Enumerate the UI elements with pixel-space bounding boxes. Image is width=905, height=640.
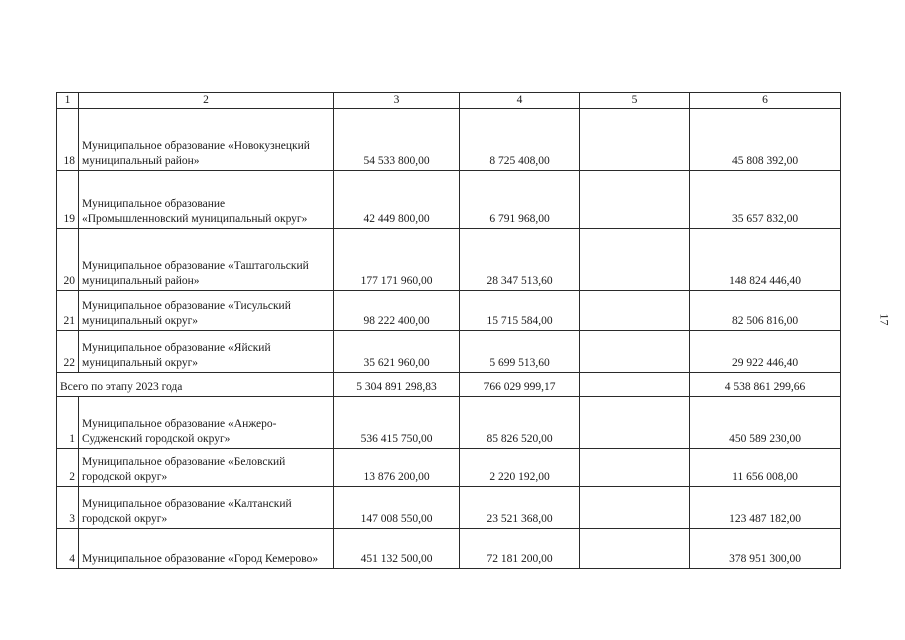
row-number: 21 [57, 291, 79, 331]
column-number-row [57, 93, 841, 109]
table-row [57, 331, 841, 373]
amount-col4: 6 791 968,00 [460, 171, 580, 229]
amount-col3: 35 621 960,00 [334, 331, 460, 373]
amount-col6: 450 589 230,00 [690, 397, 841, 449]
municipality-name: Муниципальное образование «Таштагольский муниципальный район» [79, 229, 334, 291]
amount-col6: 45 808 392,00 [690, 109, 841, 171]
total-col4: 766 029 999,17 [460, 373, 580, 397]
amount-col6: 35 657 832,00 [690, 171, 841, 229]
amount-col6: 82 506 816,00 [690, 291, 841, 331]
amount-col4: 28 347 513,60 [460, 229, 580, 291]
amount-col3: 42 449 800,00 [334, 171, 460, 229]
municipality-name: Муниципальное образование «Калтанский городской округ» [79, 487, 334, 529]
municipality-name: Муниципальное образование «Тисульский муниципальный округ» [79, 291, 334, 331]
table-row [57, 529, 841, 569]
total-col5 [580, 373, 690, 397]
total-col3: 5 304 891 298,83 [334, 373, 460, 397]
amount-col5 [580, 529, 690, 569]
column-number: 3 [334, 93, 460, 109]
amount-col3: 13 876 200,00 [334, 449, 460, 487]
row-number: 4 [57, 529, 79, 569]
table-row [57, 291, 841, 331]
amount-col4: 23 521 368,00 [460, 487, 580, 529]
funding-table [56, 92, 841, 569]
amount-col3: 147 008 550,00 [334, 487, 460, 529]
municipality-name: Муниципальное образование «Яйский муниципальный округ» [79, 331, 334, 373]
amount-col4: 2 220 192,00 [460, 449, 580, 487]
municipality-name: Муниципальное образование «Анжеро-Судженский городской округ» [79, 397, 334, 449]
table-row [57, 397, 841, 449]
amount-col6: 123 487 182,00 [690, 487, 841, 529]
municipality-name: Муниципальное образование «Город Кемерово» [79, 529, 334, 569]
column-number: 5 [580, 93, 690, 109]
table-row [57, 449, 841, 487]
amount-col3: 451 132 500,00 [334, 529, 460, 569]
amount-col5 [580, 109, 690, 171]
amount-col5 [580, 291, 690, 331]
row-number: 19 [57, 171, 79, 229]
amount-col3: 54 533 800,00 [334, 109, 460, 171]
amount-col3: 98 222 400,00 [334, 291, 460, 331]
row-number: 3 [57, 487, 79, 529]
column-number: 6 [690, 93, 841, 109]
amount-col3: 177 171 960,00 [334, 229, 460, 291]
municipality-name: Муниципальное образование «Промышленновский муниципальный округ» [79, 171, 334, 229]
amount-col4: 8 725 408,00 [460, 109, 580, 171]
column-number: 1 [57, 93, 79, 109]
total-row [57, 373, 841, 397]
amount-col4: 15 715 584,00 [460, 291, 580, 331]
amount-col5 [580, 487, 690, 529]
column-number: 4 [460, 93, 580, 109]
row-number: 2 [57, 449, 79, 487]
column-number: 2 [79, 93, 334, 109]
municipality-name: Муниципальное образование «Новокузнецкий муниципальный район» [79, 109, 334, 171]
total-label: Всего по этапу 2023 года [57, 373, 334, 397]
row-number: 18 [57, 109, 79, 171]
amount-col5 [580, 331, 690, 373]
total-col6: 4 538 861 299,66 [690, 373, 841, 397]
amount-col3: 536 415 750,00 [334, 397, 460, 449]
table-row [57, 229, 841, 291]
municipality-name: Муниципальное образование «Беловский городской округ» [79, 449, 334, 487]
amount-col5 [580, 171, 690, 229]
amount-col6: 29 922 446,40 [690, 331, 841, 373]
amount-col6: 378 951 300,00 [690, 529, 841, 569]
row-number: 1 [57, 397, 79, 449]
amount-col5 [580, 229, 690, 291]
row-number: 20 [57, 229, 79, 291]
table-row [57, 171, 841, 229]
page-number: 17 [877, 313, 892, 326]
amount-col5 [580, 397, 690, 449]
amount-col6: 148 824 446,40 [690, 229, 841, 291]
table-row [57, 109, 841, 171]
amount-col4: 85 826 520,00 [460, 397, 580, 449]
amount-col6: 11 656 008,00 [690, 449, 841, 487]
amount-col5 [580, 449, 690, 487]
row-number: 22 [57, 331, 79, 373]
amount-col4: 5 699 513,60 [460, 331, 580, 373]
amount-col4: 72 181 200,00 [460, 529, 580, 569]
table-row [57, 487, 841, 529]
